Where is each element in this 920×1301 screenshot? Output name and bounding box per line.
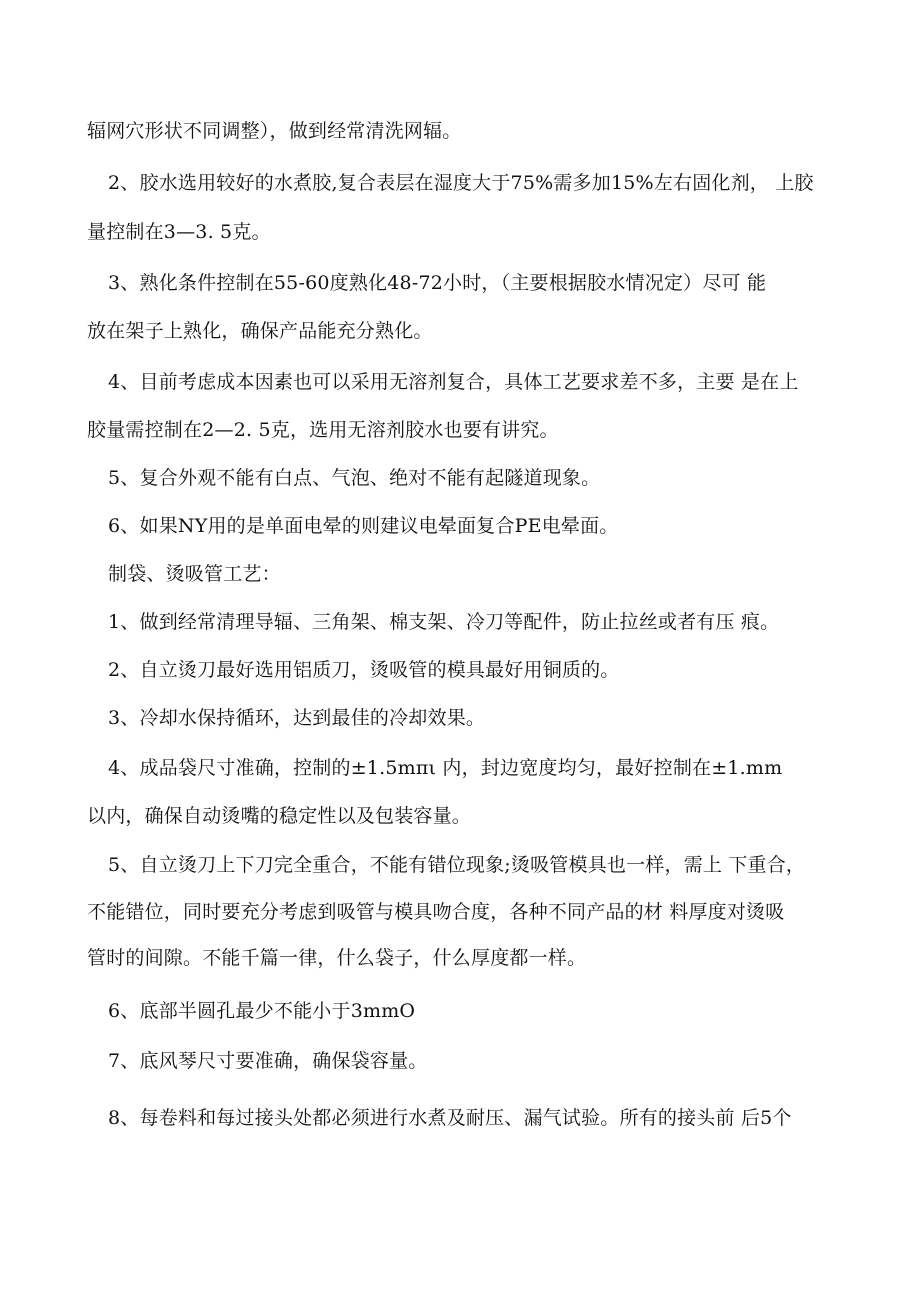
text-line: 3、冷却水保持循环，达到最佳的冷却效果。: [108, 707, 486, 729]
text-line: 不能错位，同时要充分考虑到吸管与模具吻合度，各种不同产品的材 料厚度对烫吸: [87, 901, 785, 923]
text-line: 5、自立烫刀上下刀完全重合，不能有错位现象;烫吸管模具也一样，需上 下重合，: [108, 854, 806, 876]
text-line: 量控制在3—3. 5克。: [87, 221, 271, 243]
text-line: 以内，确保自动烫嘴的稳定性以及包装容量。: [87, 805, 472, 827]
text-line: 管时的间隙。不能千篇一律，什么袋子，什么厚度都一样。: [87, 947, 587, 969]
text-line: 4、成品袋尺寸准确，控制的±1.5mπι 内，封边宽度均匀，最好控制在±1.mm: [108, 757, 783, 779]
text-line: 辐网穴形状不同调整），做到经常清洗网辐。: [87, 120, 462, 142]
text-line: 5、复合外观不能有白点、气泡、绝对不能有起隧道现象。: [108, 467, 601, 489]
text-line: 4、目前考虑成本因素也可以采用无溶剂复合，具体工艺要求差不多，主要 是在上: [108, 371, 799, 393]
text-line: 8、每卷料和每过接头处都必须进行水煮及耐压、漏气试验。所有的接头前 后5个: [108, 1107, 792, 1129]
text-line: 胶量需控制在2—2. 5克，选用无溶剂胶水也要有讲究。: [87, 419, 559, 441]
section-heading: 制袋、烫吸管工艺：: [108, 563, 281, 585]
text-line: 3、熟化条件控制在55-60度熟化48-72小时，（主要根据胶水情况定）尽可 能: [108, 272, 767, 294]
text-line: 6、底部半圆孔最少不能小于3mmO: [108, 1000, 416, 1022]
text-line: 2、胶水选用较好的水煮胶,复合表层在湿度大于75%需多加15%左右固化剂， 上胶: [108, 172, 814, 194]
text-line: 1、做到经常清理导辐、三角架、棉支架、冷刀等配件，防止拉丝或者有压 痕。: [108, 611, 780, 633]
text-line: 2、自立烫刀最好选用铝质刀，烫吸管的模具最好用铜质的。: [108, 659, 620, 681]
text-line: 7、底风琴尺寸要准确，确保袋容量。: [108, 1050, 428, 1072]
text-line: 放在架子上熟化，确保产品能充分熟化。: [87, 320, 433, 342]
text-line: 6、如果NY用的是单面电晕的则建议电晕面复合PE电晕面。: [108, 515, 619, 537]
